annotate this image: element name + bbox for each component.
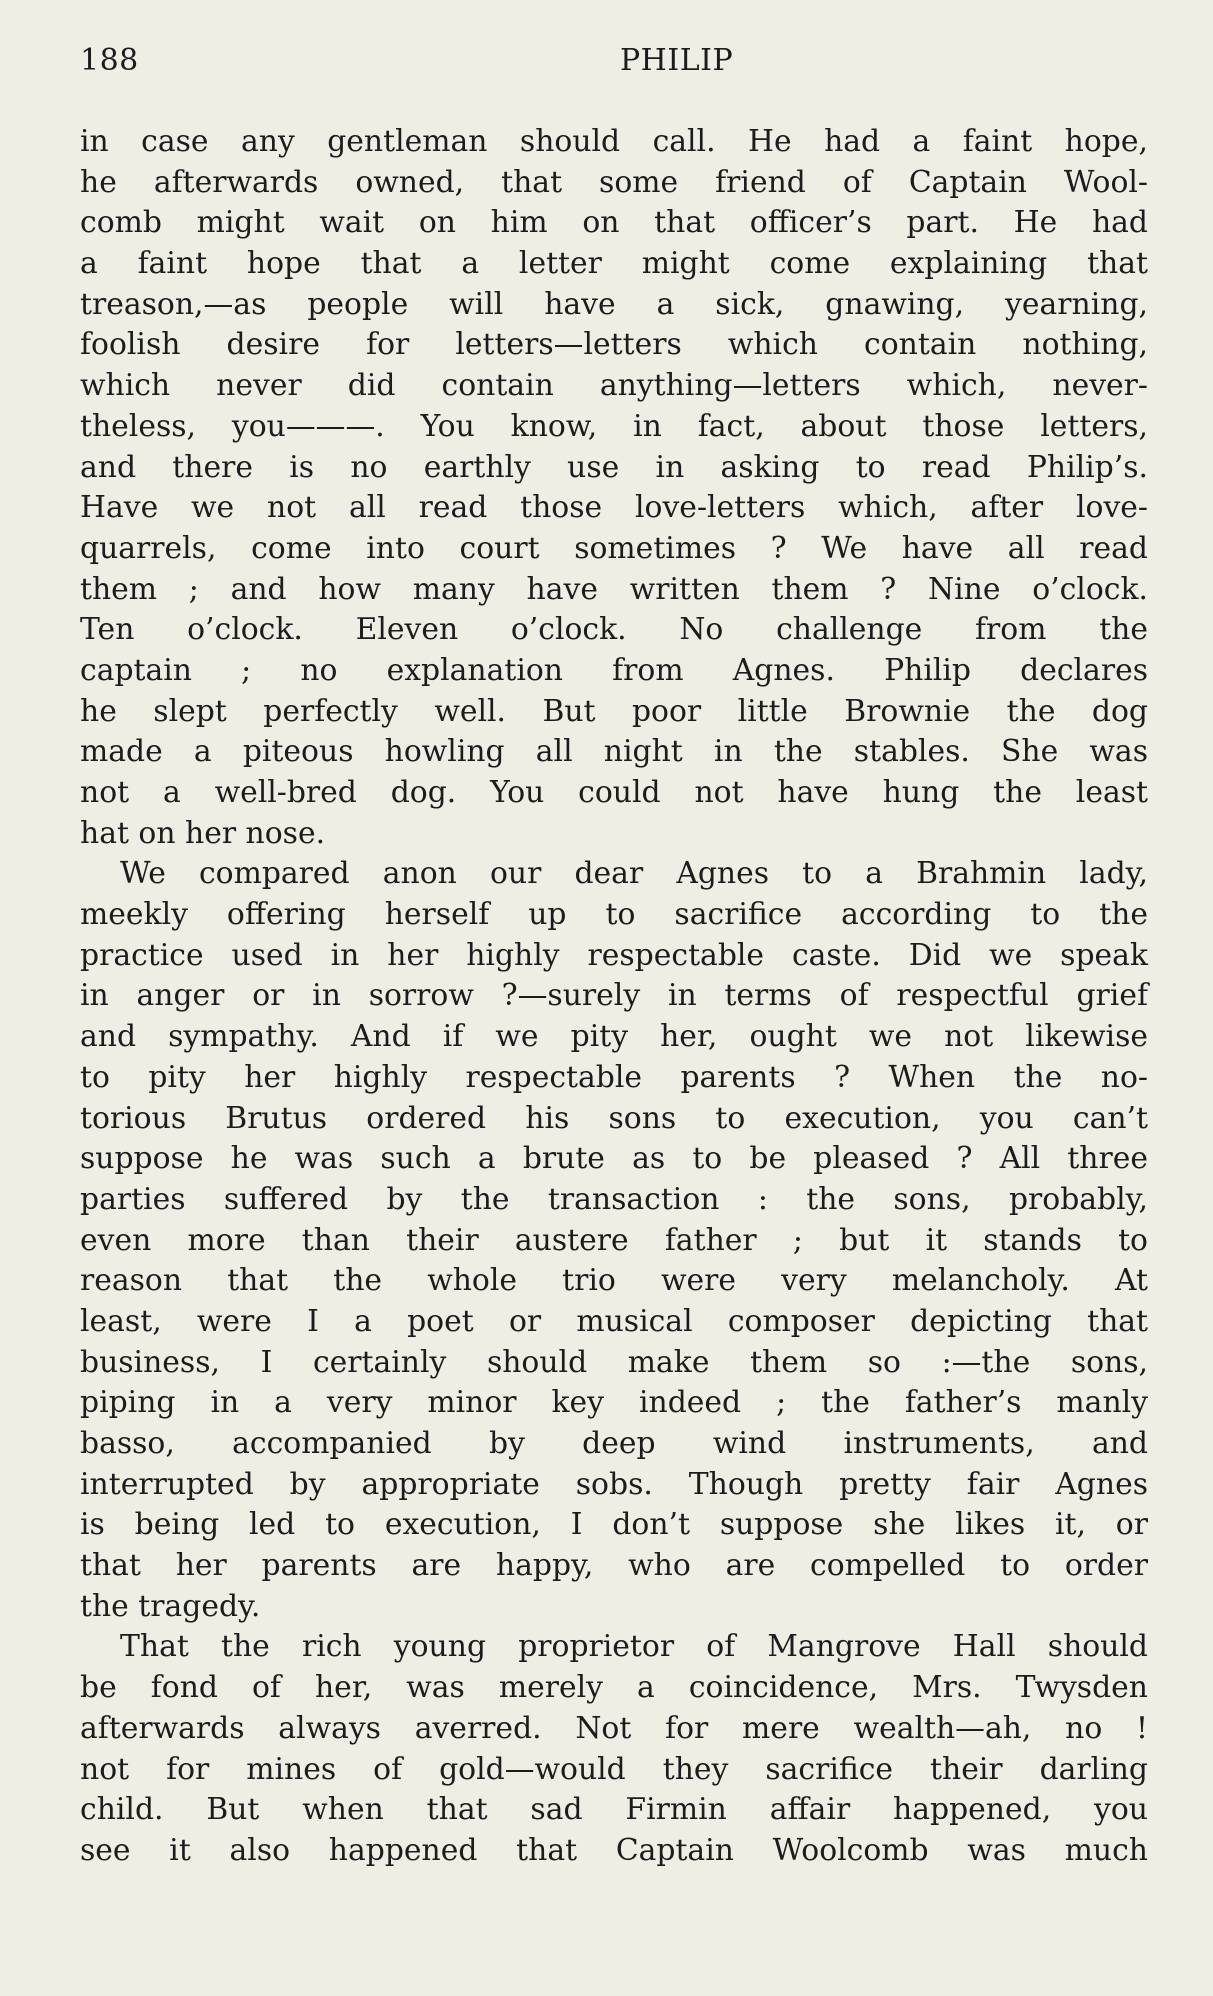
text-line: foolish desire for letters—letters which contain nothing, xyxy=(80,327,1148,363)
text-line: afterwards always averred. Not for mere wealth—ah, no ! xyxy=(80,1710,1148,1746)
text-line: That the rich young proprietor of Mangrove Hall should xyxy=(120,1629,1148,1665)
text-line: Ten o’clock. Eleven o’clock. No challenge from the xyxy=(80,612,1148,648)
text-line: to pity her highly respectable parents ? When the no- xyxy=(80,1059,1148,1095)
text-line: and sympathy. And if we pity her, ought we not likewise xyxy=(80,1019,1148,1055)
text-line: that her parents are happy, who are compelled to order xyxy=(80,1548,1148,1584)
text-line: made a piteous howling all night in the stables. She was xyxy=(80,734,1148,770)
page-header xyxy=(80,43,1148,83)
text-line: be fond of her, was merely a coincidence, Mrs. Twysden xyxy=(80,1670,1148,1706)
text-line: the tragedy. xyxy=(80,1588,261,1624)
text-line: suppose he was such a brute as to be pleased ? All three xyxy=(80,1141,1148,1177)
text-line: reason that the whole trio were very melancholy. At xyxy=(80,1263,1148,1299)
text-line: parties suffered by the transaction : the sons, probably, xyxy=(80,1181,1148,1217)
text-line: in case any gentleman should call. He had a faint hope, xyxy=(80,124,1148,159)
text-line: see it also happened that Captain Woolcomb was much xyxy=(80,1832,1148,1868)
text-line: them ; and how many have written them ? Nine o’clock. xyxy=(80,571,1148,607)
text-line: quarrels, come into court sometimes ? We have all read xyxy=(80,530,1148,566)
text-line: least, were I a poet or musical composer depicting that xyxy=(80,1303,1148,1339)
text-line: comb might wait on him on that officer’s part. He had xyxy=(80,205,1148,241)
body-text xyxy=(80,122,1148,1872)
text-line: interrupted by appropriate sobs. Though pretty fair Agnes xyxy=(80,1466,1148,1502)
text-line: he afterwards owned, that some friend of Captain Wool- xyxy=(80,164,1148,200)
text-line: theless, you———. You know, in fact, about those letters, xyxy=(80,408,1148,444)
text-line: not for mines of gold—would they sacrifice their darling xyxy=(80,1751,1148,1787)
page-number: 188 xyxy=(80,43,139,78)
text-line: torious Brutus ordered his sons to execution, you can’t xyxy=(80,1100,1148,1136)
text-line: and there is no earthly use in asking to read Philip’s. xyxy=(80,449,1148,485)
text-line: even more than their austere father ; but it stands to xyxy=(80,1222,1148,1258)
text-line: practice used in her highly respectable caste. Did we speak xyxy=(80,937,1148,973)
text-line: captain ; no explanation from Agnes. Philip declares xyxy=(80,652,1148,688)
text-line: hat on her nose. xyxy=(80,815,326,851)
text-line: in anger or in sorrow ?—surely in terms of respectful grief xyxy=(80,978,1148,1014)
text-line: child. But when that sad Firmin affair happened, you xyxy=(80,1792,1148,1828)
text-line: is being led to execution, I don’t suppose she likes it, or xyxy=(80,1507,1148,1543)
text-line: he slept perfectly well. But poor little Brownie the dog xyxy=(80,693,1148,729)
text-line: treason,—as people will have a sick, gnawing, yearning, xyxy=(80,286,1148,322)
running-title: PHILIP xyxy=(620,43,734,78)
text-line: meekly offering herself up to sacrifice according to the xyxy=(80,897,1148,933)
text-line: basso, accompanied by deep wind instruments, and xyxy=(80,1426,1148,1461)
text-line: a faint hope that a letter might come explaining that xyxy=(80,246,1148,282)
text-line: not a well-bred dog. You could not have hung the least xyxy=(80,775,1148,810)
text-line: We compared anon our dear Agnes to a Brahmin lady, xyxy=(120,856,1148,892)
text-line: Have we not all read those love-letters which, after love- xyxy=(80,490,1148,526)
text-line: business, I certainly should make them so :—the sons, xyxy=(80,1344,1148,1380)
text-line: piping in a very minor key indeed ; the father’s manly xyxy=(80,1385,1148,1421)
text-line: which never did contain anything—letters which, never- xyxy=(80,368,1148,404)
